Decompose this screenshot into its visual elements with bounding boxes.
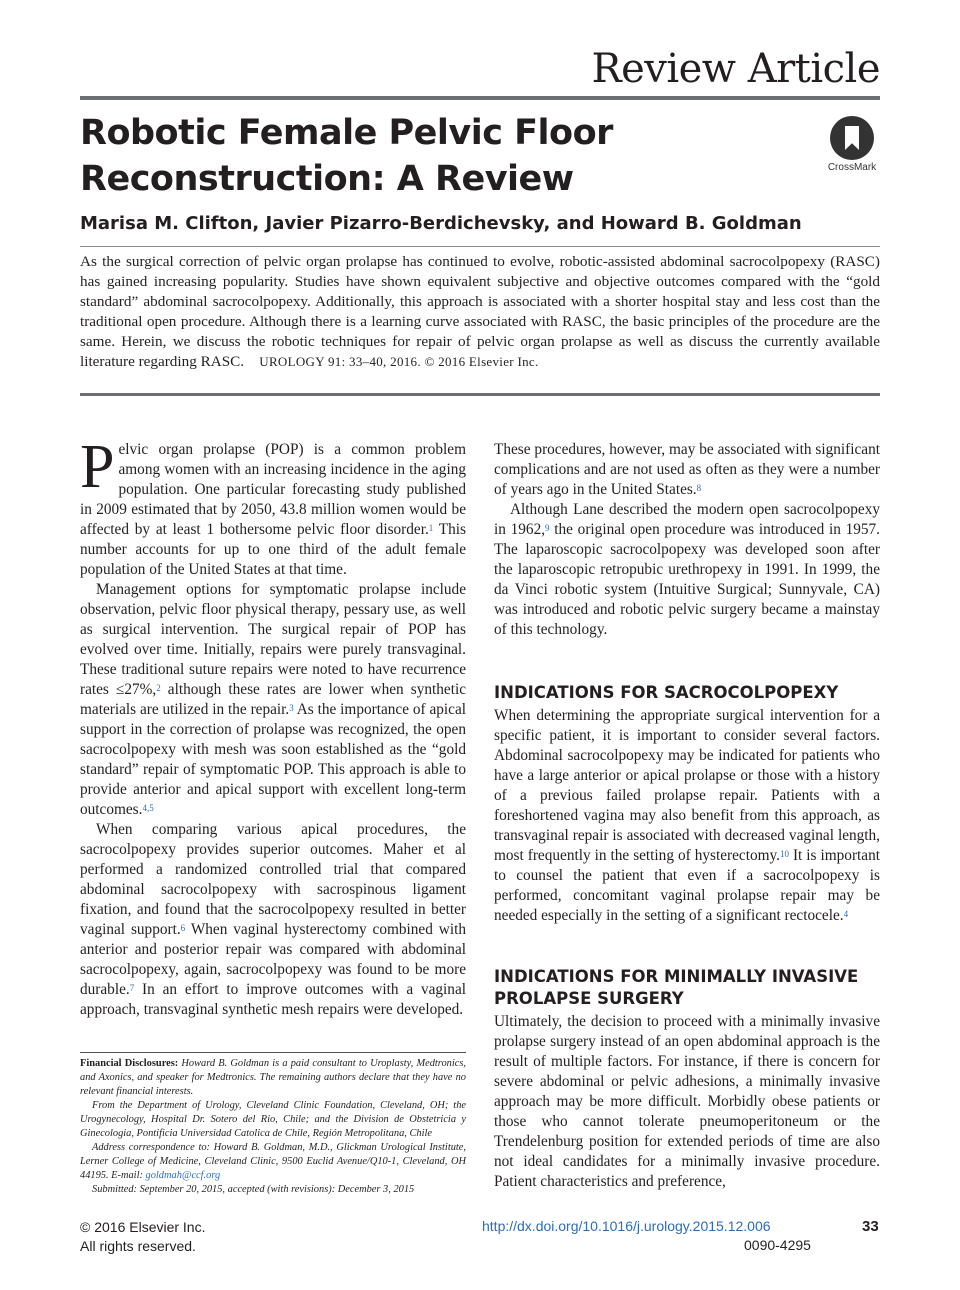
paragraph [80, 820, 466, 1020]
paragraph: Ultimately, the decision to proceed with a minimally invasive prolapse surgery instead of an open abdominal approach is the result of multiple factors. For instance, if there is concern for severe abdominal or pelvic adhesions, a minimally invasive approach may be more difficult. Morbidly obese patients or those who cannot tolerate pneumoperitoneum or the Trendelenburg position for extended periods of time are also not ideal candidates for a minimally invasive procedure. Patient characteristics and preference, [494, 1013, 880, 1190]
text-run: although these rates are lower when synthetic materials are utilized in the repair. [80, 681, 466, 718]
reference-link[interactable]: 4,5 [142, 803, 154, 813]
text-run: In an effort to improve outcomes with a vaginal approach, transvaginal synthetic mesh repairs were developed. [80, 981, 466, 1018]
abstract [80, 252, 880, 372]
text-run: Although Lane described the modern open sacrocolpopexy in 1962, [494, 501, 880, 538]
text-run: It is important to counsel the patient that even if a sacrocolpopexy is performed, concomitant vaginal prolapse repair may be needed especially in the setting of a significant rectocele. [494, 847, 880, 924]
financial-disclosure [80, 1057, 466, 1099]
paragraph [80, 580, 466, 820]
article-title: Robotic Female Pelvic Floor Reconstruction: A Review [80, 113, 613, 199]
header-rule [80, 96, 880, 100]
body-column-right [494, 440, 880, 1192]
paragraph [494, 706, 880, 926]
paragraph [80, 433, 466, 580]
abstract-text: As the surgical correction of pelvic organ prolapse has continued to evolve, robotic-assisted abdominal sacrocolpopexy (RASC) has gained increasing popularity. Studies have shown equivalent subjective and objective outcomes compared with the “gold standard” abdominal sacrocolpopexy. Additionally, this approach is associated with a shorter hospital stay and less cost than the traditional open procedure. Although there is a learning curve associated with RASC, the basic principles of the procedure are the same. Herein, we discuss the robotic techniques for repair of pelvic organ prolapse as well as discuss the currently available literature regarding RASC. [80, 253, 880, 370]
text-run: This number accounts for up to one third of the adult female population of the United States at that time. [80, 521, 466, 578]
affiliations: From the Department of Urology, Cleveland Clinic Foundation, Cleveland, OH; the Urogynecology, Hospital Dr. Sotero del Rio, Chile; and the Division de Obstetricia y Ginecologia, Pontificia Universidad Catolica de Chile, Región Metropolitana, Chile [80, 1100, 466, 1139]
reference-link[interactable]: 10 [779, 849, 789, 859]
section-heading: INDICATIONS FOR SACROCOLPOPEXY [494, 683, 839, 702]
body-column-left [80, 433, 466, 1020]
reference-link[interactable]: 8 [696, 483, 702, 493]
paragraph [494, 500, 880, 640]
crossmark-icon [830, 116, 874, 160]
text-run: When comparing various apical procedures, the sacrocolpopexy provides superior outcomes. Maher et al performed a randomized controlled trial that compared abdominal sacrocolpopexy with sacrospinous ligament fixation, and found that the sacrocolpopexy resulted in better vaginal support. [80, 821, 466, 938]
reference-link[interactable]: 6 [180, 923, 186, 933]
author-list: Marisa M. Clifton, Javier Pizarro-Berdichevsky, and Howard B. Goldman [80, 213, 802, 234]
reference-link[interactable]: 3 [289, 703, 294, 713]
reference-link[interactable]: 7 [129, 983, 135, 993]
reference-link[interactable]: 9 [545, 523, 550, 533]
disclosure-text: Howard B. Goldman is a paid consultant to Uroplasty, Medtronics, and Axonics, and speaker for Medtronics. The remaining authors declare that they have no relevant financial interests. [80, 1058, 466, 1097]
correspondence [80, 1141, 466, 1183]
reference-link[interactable]: 1 [428, 523, 434, 533]
abstract-top-rule [80, 246, 880, 247]
paragraph [494, 440, 880, 500]
section-label: Review Article [591, 46, 880, 92]
issn: 0090-4295 [744, 1237, 811, 1253]
footnotes [80, 1052, 466, 1197]
drop-cap: P [80, 433, 115, 501]
crossmark-label: CrossMark [827, 162, 877, 173]
reference-link[interactable]: 4 [843, 909, 849, 919]
text-run: elvic organ prolapse (POP) is a common problem among women with an increasing incidence in the aging population. One particular forecasting study published in 2009 estimated that by 2050, 43.8 million women would be affected by at least 1 bothersome pelvic floor disorder. [80, 441, 466, 538]
copyright: © 2016 Elsevier Inc. [80, 1219, 206, 1235]
copyright-block [80, 1218, 206, 1256]
doi-link[interactable]: http://dx.doi.org/10.1016/j.urology.2015.12.006 [482, 1218, 771, 1234]
text-run: When determining the appropriate surgical intervention for a specific patient, it is important to consider several factors. Abdominal sacrocolpopexy may be indicated for patients who have a large anterior or apical prolapse or those with a history of a previous failed prolapse repair. Patients with a foreshortened vagina may also benefit from this approach, as transvaginal repair is associated with decreased vaginal length, most frequently in the setting of hysterectomy. [494, 707, 880, 864]
text-run: When vaginal hysterectomy combined with anterior and posterior repair was compared with abdominal sacrocolpopexy, again, sacrocolpopexy was found to be more durable. [80, 921, 466, 998]
address-text: Address correspondence to: Howard B. Goldman, M.D., Glickman Urological Institute, Lerner College of Medicine, Cleveland Clinic, 9500 Euclid Avenue/Q10-1, Cleveland, OH 44195. E-mail: [80, 1142, 466, 1181]
text-run: Management options for symptomatic prolapse include observation, pelvic floor physical therapy, pessary use, as well as surgical intervention. The surgical repair of POP has evolved over time. Initially, repairs were purely transvaginal. These traditional suture repairs were noted to have recurrence rates ≤27%, [80, 581, 466, 698]
disclosure-label: Financial Disclosures: [80, 1058, 179, 1069]
rights: All rights reserved. [80, 1238, 196, 1254]
text-run: These procedures, however, may be associated with significant complications and are not used as often as they were a number of years ago in the United States. [494, 441, 880, 498]
crossmark-badge[interactable] [822, 116, 882, 173]
section-heading: INDICATIONS FOR MINIMALLY INVASIVE PROLAPSE SURGERY [494, 967, 859, 1008]
text-run: As the importance of apical support in the correction of prolapse was recognized, the open sacrocolpopexy with mesh was soon established as the “gold standard” repair of symptomatic POP. This approach is able to provide anterior and apical support with excellent long-term outcomes. [80, 701, 466, 818]
submission-dates: Submitted: September 20, 2015, accepted (with revisions): December 3, 2015 [92, 1184, 415, 1195]
email-link[interactable]: goldmah@ccf.org [145, 1170, 221, 1181]
text-run: the original open procedure was introduced in 1957. The laparoscopic sacrocolpopexy was developed soon after the laparoscopic retropubic urethropexy in 1991. In 1999, the da Vinci robotic system (Intuitive Surgical; Sunnyvale, CA) was introduced and robotic pelvic surgery became a mainstay of this technology. [494, 521, 880, 638]
abstract-citation: UROLOGY 91: 33–40, 2016. © 2016 Elsevier Inc. [259, 354, 539, 369]
abstract-bottom-rule [80, 393, 880, 396]
reference-link[interactable]: 2 [156, 683, 161, 693]
page-number: 33 [862, 1218, 879, 1235]
